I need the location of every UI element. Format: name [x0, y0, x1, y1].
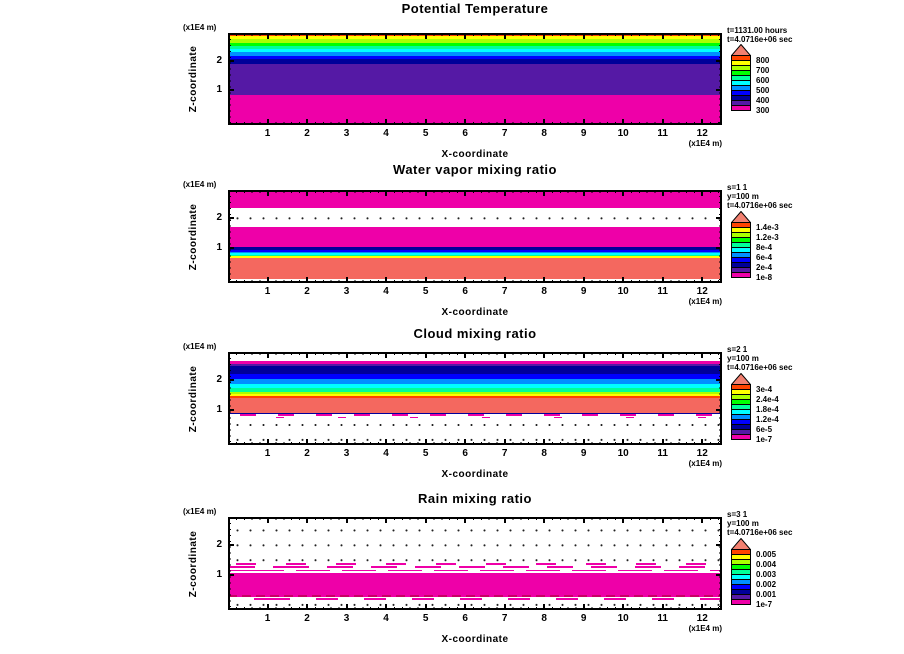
- x-major-tick: [385, 190, 387, 196]
- x-major-tick: [622, 277, 624, 283]
- x-major-tick: [622, 190, 624, 196]
- x-tick-label: 9: [580, 613, 587, 624]
- x-major-tick: [583, 119, 585, 125]
- x-major-tick: [701, 119, 703, 125]
- z-minor-ticks-right: [719, 517, 722, 610]
- x-major-tick: [504, 439, 506, 445]
- colorbar-tick-label: 1e-7: [756, 435, 773, 444]
- z-axis-unit-label: (x1E4 m): [183, 23, 217, 32]
- x-major-tick: [662, 190, 664, 196]
- x-major-tick: [622, 33, 624, 39]
- z-tick-label: 2: [216, 211, 222, 223]
- x-minor-ticks-bottom: [228, 442, 722, 445]
- x-major-tick: [346, 352, 348, 358]
- colorbar-tick-label: 1e-7: [756, 600, 773, 609]
- x-major-tick: [543, 277, 545, 283]
- x-major-tick: [543, 604, 545, 610]
- plot-frame: [228, 517, 722, 610]
- z-minor-ticks-left: [228, 190, 231, 283]
- x-major-tick: [267, 604, 269, 610]
- x-major-tick: [662, 119, 664, 125]
- z-axis-unit-label: (x1E4 m): [183, 342, 217, 351]
- x-major-tick: [306, 604, 308, 610]
- z-tick-label: 1: [216, 403, 222, 415]
- plot-area: [228, 352, 722, 445]
- x-major-tick: [583, 352, 585, 358]
- legend-line: t=1131.00 hours: [727, 26, 788, 35]
- x-major-tick: [464, 190, 466, 196]
- colorbar-tick-label: 2.4e-4: [756, 395, 779, 404]
- x-major-tick: [701, 439, 703, 445]
- x-major-tick: [504, 517, 506, 523]
- x-major-tick: [425, 119, 427, 125]
- colorbar-overflow-triangle: [731, 537, 751, 549]
- z-minor-ticks-right: [719, 352, 722, 445]
- x-major-tick: [346, 190, 348, 196]
- z-major-tick: [228, 60, 234, 62]
- x-major-tick: [425, 277, 427, 283]
- colorbar-tick-label: 600: [756, 76, 770, 85]
- legend-line: y=100 m: [727, 192, 759, 201]
- x-major-tick: [346, 604, 348, 610]
- x-tick-label: 3: [343, 128, 350, 139]
- z-major-tick: [716, 544, 722, 546]
- plot-frame: [228, 190, 722, 283]
- x-major-tick: [662, 604, 664, 610]
- plot-area: [228, 190, 722, 283]
- x-major-tick: [306, 277, 308, 283]
- x-axis-title: X-coordinate: [441, 469, 509, 480]
- x-tick-label: 11: [657, 286, 668, 297]
- x-major-tick: [543, 119, 545, 125]
- z-major-tick: [716, 247, 722, 249]
- x-tick-label: 2: [304, 613, 310, 624]
- x-major-tick: [543, 352, 545, 358]
- x-major-tick: [583, 604, 585, 610]
- x-tick-label: 6: [462, 613, 468, 624]
- chart-title: Potential Temperature: [401, 1, 549, 16]
- x-major-tick: [543, 190, 545, 196]
- x-major-tick: [583, 517, 585, 523]
- legend-line: t=4.0716e+06 sec: [727, 363, 793, 372]
- x-axis-unit-label: (x1E4 m): [688, 297, 722, 306]
- chart-title: Water vapor mixing ratio: [393, 162, 557, 177]
- x-major-tick: [662, 352, 664, 358]
- x-major-tick: [425, 352, 427, 358]
- x-tick-label: 11: [657, 128, 668, 139]
- x-tick-label: 3: [343, 613, 350, 624]
- x-tick-label: 3: [343, 448, 350, 459]
- x-major-tick: [346, 33, 348, 39]
- x-major-tick: [464, 277, 466, 283]
- plot-area: [228, 33, 722, 125]
- x-tick-label: 8: [541, 613, 547, 624]
- x-tick-label: 4: [383, 613, 389, 624]
- x-major-tick: [267, 119, 269, 125]
- x-tick-label: 10: [617, 128, 629, 139]
- x-tick-label: 9: [580, 128, 587, 139]
- z-minor-ticks-left: [228, 352, 231, 445]
- x-major-tick: [464, 604, 466, 610]
- x-major-tick: [701, 517, 703, 523]
- x-major-tick: [385, 352, 387, 358]
- x-tick-label: 7: [501, 128, 508, 139]
- z-axis-unit-label: (x1E4 m): [183, 507, 217, 516]
- x-tick-label: 4: [383, 286, 389, 297]
- x-tick-label: 7: [501, 613, 508, 624]
- x-major-tick: [267, 439, 269, 445]
- x-major-tick: [464, 439, 466, 445]
- colorbar-tick-label: 0.002: [756, 580, 777, 589]
- colorbar-box-magenta: [731, 599, 751, 605]
- x-major-tick: [662, 277, 664, 283]
- x-major-tick: [425, 604, 427, 610]
- z-minor-ticks-left: [228, 517, 231, 610]
- colorbar-tick-label: 1.2e-3: [756, 233, 779, 242]
- x-tick-label: 5: [422, 613, 429, 624]
- x-minor-ticks-top: [228, 33, 722, 36]
- x-major-tick: [267, 277, 269, 283]
- z-minor-ticks-right: [719, 190, 722, 283]
- x-tick-label: 12: [696, 448, 708, 459]
- x-major-tick: [622, 517, 624, 523]
- z-tick-label: 2: [216, 538, 222, 550]
- x-tick-label: 9: [580, 448, 587, 459]
- x-minor-ticks-top: [228, 517, 722, 520]
- z-axis-title: Z-coordinate: [188, 365, 199, 432]
- z-major-tick: [228, 217, 234, 219]
- x-axis-unit-label: (x1E4 m): [688, 139, 722, 148]
- x-tick-label: 6: [462, 448, 468, 459]
- z-major-tick: [716, 217, 722, 219]
- x-tick-label: 8: [541, 128, 547, 139]
- colorbar-tick-label: 800: [756, 56, 770, 65]
- x-tick-label: 11: [657, 448, 668, 459]
- x-axis-unit-label: (x1E4 m): [688, 459, 722, 468]
- x-major-tick: [701, 190, 703, 196]
- z-minor-ticks-right: [719, 33, 722, 125]
- legend-line: t=4.0716e+06 sec: [727, 201, 793, 210]
- colorbar-tick-label: 500: [756, 86, 770, 95]
- x-major-tick: [583, 439, 585, 445]
- x-axis-title: X-coordinate: [441, 149, 509, 160]
- x-tick-label: 6: [462, 286, 468, 297]
- x-tick-label: 10: [617, 613, 629, 624]
- x-major-tick: [464, 33, 466, 39]
- x-axis-unit-label: (x1E4 m): [688, 624, 722, 633]
- colorbar-tick-label: 0.001: [756, 590, 777, 599]
- colorbar-tick-label: 6e-4: [756, 253, 773, 262]
- x-tick-label: 2: [304, 448, 310, 459]
- x-major-tick: [346, 439, 348, 445]
- x-major-tick: [504, 190, 506, 196]
- z-major-tick: [716, 409, 722, 411]
- x-minor-ticks-top: [228, 190, 722, 193]
- x-major-tick: [701, 33, 703, 39]
- plot-frame: [228, 352, 722, 445]
- colorbar-tick-label: 0.003: [756, 570, 777, 579]
- x-major-tick: [385, 119, 387, 125]
- x-tick-label: 7: [501, 448, 508, 459]
- z-major-tick: [228, 247, 234, 249]
- x-tick-label: 5: [422, 448, 429, 459]
- x-tick-label: 4: [383, 128, 389, 139]
- colorbar-tick-label: 400: [756, 96, 770, 105]
- z-major-tick: [228, 544, 234, 546]
- x-major-tick: [425, 33, 427, 39]
- x-tick-label: 11: [657, 613, 668, 624]
- x-major-tick: [346, 517, 348, 523]
- legend-line: y=100 m: [727, 519, 759, 528]
- x-tick-label: 2: [304, 286, 310, 297]
- x-tick-label: 10: [617, 286, 629, 297]
- x-major-tick: [583, 190, 585, 196]
- legend-line: t=4.0716e+06 sec: [727, 35, 793, 44]
- x-major-tick: [306, 517, 308, 523]
- x-minor-ticks-bottom: [228, 607, 722, 610]
- z-major-tick: [716, 60, 722, 62]
- colorbar-tick-label: 700: [756, 66, 770, 75]
- legend-line: s=1 1: [727, 183, 748, 192]
- z-axis-title: Z-coordinate: [188, 45, 199, 113]
- z-axis-title: Z-coordinate: [188, 203, 199, 270]
- colorbar-tick-label: 300: [756, 106, 770, 115]
- x-major-tick: [346, 119, 348, 125]
- z-major-tick: [716, 89, 722, 91]
- z-minor-ticks-left: [228, 33, 231, 125]
- x-tick-label: 2: [304, 128, 310, 139]
- colorbar-tick-label: 1.2e-4: [756, 415, 779, 424]
- x-major-tick: [385, 517, 387, 523]
- x-major-tick: [346, 277, 348, 283]
- z-major-tick: [228, 409, 234, 411]
- z-major-tick: [228, 379, 234, 381]
- x-major-tick: [385, 604, 387, 610]
- z-tick-label: 2: [216, 373, 222, 385]
- colorbar-tick-label: 8e-4: [756, 243, 773, 252]
- colorbar-tick-label: 1.8e-4: [756, 405, 779, 414]
- x-major-tick: [306, 190, 308, 196]
- x-axis-title: X-coordinate: [441, 307, 509, 318]
- x-tick-label: 12: [696, 128, 708, 139]
- x-tick-label: 3: [343, 286, 350, 297]
- x-major-tick: [543, 439, 545, 445]
- z-major-tick: [228, 574, 234, 576]
- x-major-tick: [425, 439, 427, 445]
- x-tick-label: 9: [580, 286, 587, 297]
- x-major-tick: [306, 33, 308, 39]
- z-axis-title: Z-coordinate: [188, 530, 199, 597]
- legend-line: t=4.0716e+06 sec: [727, 528, 793, 537]
- z-axis-unit-label: (x1E4 m): [183, 180, 217, 189]
- chart-title: Cloud mixing ratio: [413, 326, 537, 341]
- x-major-tick: [306, 352, 308, 358]
- x-minor-ticks-bottom: [228, 280, 722, 283]
- x-tick-label: 12: [696, 286, 708, 297]
- x-major-tick: [385, 33, 387, 39]
- x-major-tick: [543, 33, 545, 39]
- x-major-tick: [622, 352, 624, 358]
- chart-title: Rain mixing ratio: [418, 491, 532, 506]
- x-major-tick: [464, 352, 466, 358]
- x-minor-ticks-top: [228, 352, 722, 355]
- z-tick-label: 1: [216, 84, 222, 96]
- x-major-tick: [267, 352, 269, 358]
- x-major-tick: [385, 277, 387, 283]
- x-axis-title: X-coordinate: [441, 634, 509, 645]
- x-tick-label: 1: [264, 128, 271, 139]
- x-minor-ticks-bottom: [228, 122, 722, 125]
- legend-line: s=3 1: [727, 510, 748, 519]
- z-major-tick: [716, 379, 722, 381]
- z-tick-label: 1: [216, 568, 222, 580]
- x-major-tick: [504, 33, 506, 39]
- z-major-tick: [716, 574, 722, 576]
- x-tick-label: 1: [264, 286, 271, 297]
- colorbar-tick-label: 0.004: [756, 560, 777, 569]
- x-major-tick: [583, 277, 585, 283]
- colorbar-tick-label: 1e-8: [756, 273, 773, 282]
- colorbar-tick-label: 0.005: [756, 550, 777, 559]
- plot-frame: [228, 33, 722, 125]
- x-major-tick: [306, 119, 308, 125]
- x-major-tick: [622, 119, 624, 125]
- x-tick-label: 12: [696, 613, 708, 624]
- x-major-tick: [622, 604, 624, 610]
- z-major-tick: [228, 89, 234, 91]
- x-major-tick: [504, 119, 506, 125]
- x-tick-label: 1: [264, 448, 271, 459]
- x-major-tick: [662, 33, 664, 39]
- x-major-tick: [306, 439, 308, 445]
- x-major-tick: [425, 190, 427, 196]
- x-tick-label: 8: [541, 448, 547, 459]
- x-tick-label: 1: [264, 613, 271, 624]
- x-major-tick: [385, 439, 387, 445]
- x-major-tick: [701, 352, 703, 358]
- x-major-tick: [583, 33, 585, 39]
- colorbar-tick-label: 6e-5: [756, 425, 773, 434]
- x-major-tick: [504, 604, 506, 610]
- z-tick-label: 1: [216, 241, 222, 253]
- x-major-tick: [464, 517, 466, 523]
- colorbar-tick-label: 1.4e-3: [756, 223, 779, 232]
- x-major-tick: [622, 439, 624, 445]
- z-tick-label: 2: [216, 54, 222, 66]
- x-tick-label: 10: [617, 448, 629, 459]
- x-tick-label: 5: [422, 286, 429, 297]
- colorbar-tick-label: 2e-4: [756, 263, 773, 272]
- x-major-tick: [504, 277, 506, 283]
- x-major-tick: [267, 517, 269, 523]
- x-major-tick: [464, 119, 466, 125]
- colorbar-tick-label: 3e-4: [756, 385, 773, 394]
- x-major-tick: [504, 352, 506, 358]
- x-tick-label: 4: [383, 448, 389, 459]
- x-major-tick: [267, 33, 269, 39]
- x-major-tick: [701, 277, 703, 283]
- x-major-tick: [425, 517, 427, 523]
- x-major-tick: [701, 604, 703, 610]
- plot-area: [228, 517, 722, 610]
- x-tick-label: 8: [541, 286, 547, 297]
- x-tick-label: 6: [462, 128, 468, 139]
- x-major-tick: [662, 517, 664, 523]
- legend-line: s=2 1: [727, 345, 748, 354]
- x-major-tick: [543, 517, 545, 523]
- x-tick-label: 7: [501, 286, 508, 297]
- x-tick-label: 5: [422, 128, 429, 139]
- x-major-tick: [267, 190, 269, 196]
- legend-line: y=100 m: [727, 354, 759, 363]
- x-major-tick: [662, 439, 664, 445]
